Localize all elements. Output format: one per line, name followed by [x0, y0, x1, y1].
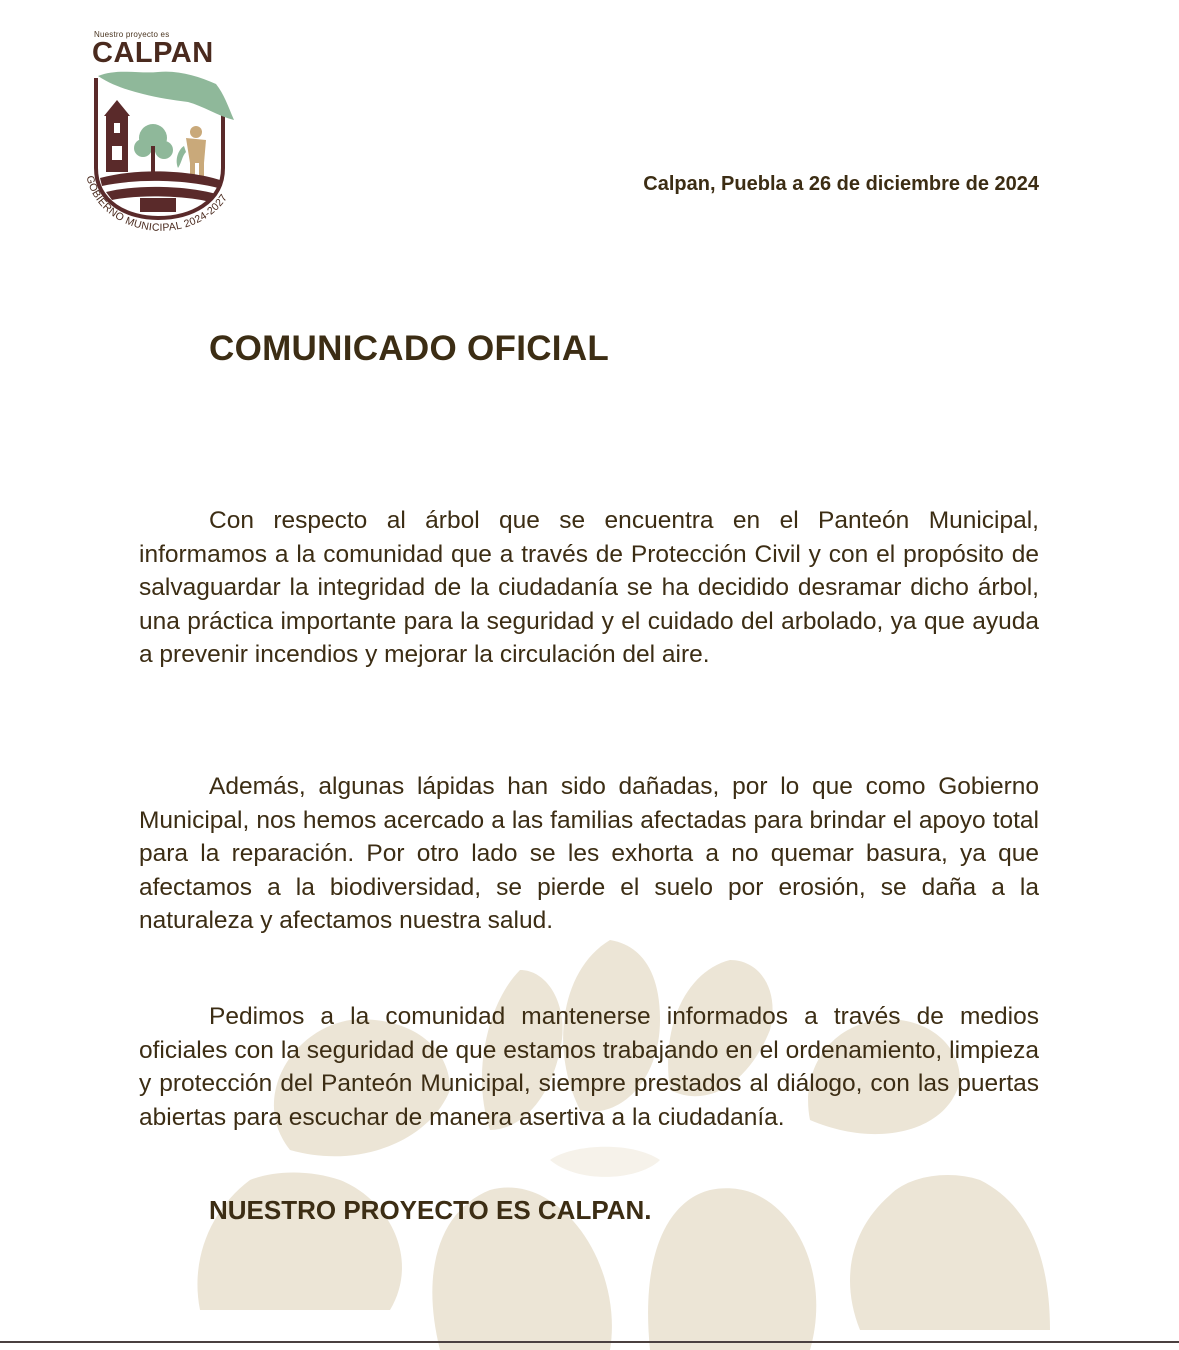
logo-tagline: Nuestro proyecto es — [94, 30, 170, 39]
bottom-divider — [0, 1341, 1179, 1343]
logo-name: CALPAN — [92, 37, 214, 69]
logo-ring-text: GOBIERNO MUNICIPAL 2024-2027 — [83, 174, 230, 234]
watermark-flower-graphic — [190, 930, 1050, 1350]
paragraph-3: Pedimos a la comunidad mantenerse informados a través de medios oficiales con la seguridad de que estamos trabajando en el ordenamiento, limpieza y protección del Panteón Municipal, siempre prestados al diálogo, con las puertas abiertas para escuchar de manera asertiva a la ciudadanía. — [139, 1003, 1039, 1131]
closing-slogan: NUESTRO PROYECTO ES CALPAN. — [209, 1195, 652, 1225]
paragraph-1: Con respecto al árbol que se encuentra en el Panteón Municipal, informamos a la comunidad que a través de Protección Civil y con el propósito de salvaguardar la integridad de la ciudadanía se ha decidido desramar dicho árbol, una práctica importante para la seguridad y el cuidado del arbolado, ya que ayuda a prevenir incendios y mejorar la circulación del aire. — [139, 507, 1039, 668]
calpan-logo-emblem — [78, 28, 243, 238]
date-line: Calpan, Puebla a 26 de diciembre de 2024 — [643, 173, 1039, 195]
page-title: COMUNICADO OFICIAL — [209, 329, 610, 368]
paragraph-2: Además, algunas lápidas han sido dañadas, por lo que como Gobierno Municipal, nos hemos acercado a las familias afectadas para brindar el apoyo total para la reparación. Por otro lado se les exhorta a no quemar basura, ya que afectamos a la biodiversidad, se pierde el suelo por erosión, se daña a la naturaleza y afectamos nuestra salud. — [139, 773, 1039, 934]
church-tower-icon — [104, 100, 130, 172]
tree-icon — [134, 124, 173, 176]
